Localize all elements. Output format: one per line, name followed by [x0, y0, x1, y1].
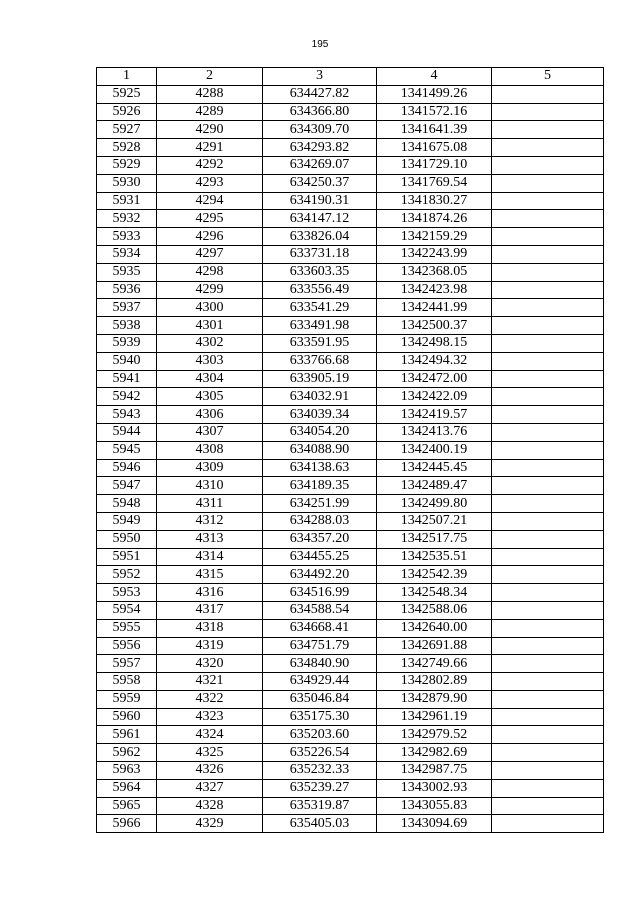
table-row: [97, 708, 604, 726]
table-row: [97, 619, 604, 637]
table-row: [97, 103, 604, 121]
table-cell: 1342423.98: [377, 281, 492, 299]
page-number: 195: [311, 39, 329, 50]
table-cell: 5942: [97, 388, 157, 406]
table-cell: 4295: [157, 210, 263, 228]
table-cell: [492, 334, 604, 352]
table-cell: 5953: [97, 584, 157, 602]
table-cell: 633766.68: [263, 352, 377, 370]
column-header: 2: [157, 68, 263, 86]
table-cell: 1342400.19: [377, 441, 492, 459]
table-row: [97, 779, 604, 797]
table-cell: 4294: [157, 192, 263, 210]
table-row: [97, 352, 604, 370]
table-cell: 5958: [97, 673, 157, 691]
table-cell: 1342422.09: [377, 388, 492, 406]
table-row: [97, 815, 604, 833]
table-cell: 5966: [97, 815, 157, 833]
table-cell: 1341874.26: [377, 210, 492, 228]
table-cell: 5944: [97, 423, 157, 441]
table-row: [97, 530, 604, 548]
table-cell: 5927: [97, 121, 157, 139]
table-cell: 4323: [157, 708, 263, 726]
table-row: [97, 744, 604, 762]
table-cell: 4296: [157, 228, 263, 246]
table-cell: 5943: [97, 406, 157, 424]
table-cell: 4309: [157, 459, 263, 477]
table-cell: 4313: [157, 530, 263, 548]
table-cell: 4291: [157, 139, 263, 157]
table-cell: 1341729.10: [377, 156, 492, 174]
table-cell: [492, 406, 604, 424]
table-cell: 5948: [97, 495, 157, 513]
table-cell: 4297: [157, 245, 263, 263]
table-row: [97, 726, 604, 744]
column-header: 4: [377, 68, 492, 86]
table-cell: 5959: [97, 690, 157, 708]
table-cell: 4302: [157, 334, 263, 352]
table-cell: 634147.12: [263, 210, 377, 228]
table-cell: 5939: [97, 334, 157, 352]
table-cell: 4317: [157, 601, 263, 619]
table-row: [97, 637, 604, 655]
table-row: [97, 317, 604, 335]
table-cell: 1342517.75: [377, 530, 492, 548]
column-header: 5: [492, 68, 604, 86]
table-cell: 4303: [157, 352, 263, 370]
table-cell: 634516.99: [263, 584, 377, 602]
table-row: [97, 121, 604, 139]
table-cell: 4306: [157, 406, 263, 424]
table-cell: 4290: [157, 121, 263, 139]
table-cell: 635232.33: [263, 762, 377, 780]
table-cell: 1342243.99: [377, 245, 492, 263]
table-cell: [492, 245, 604, 263]
table-cell: 4292: [157, 156, 263, 174]
table-cell: 1343094.69: [377, 815, 492, 833]
table-cell: 4310: [157, 477, 263, 495]
table-cell: 5940: [97, 352, 157, 370]
table-row: [97, 210, 604, 228]
table-row: [97, 762, 604, 780]
table-cell: [492, 584, 604, 602]
table-cell: 4318: [157, 619, 263, 637]
table-cell: 634138.63: [263, 459, 377, 477]
table-cell: 1342489.47: [377, 477, 492, 495]
table-cell: 634840.90: [263, 655, 377, 673]
table-cell: 5938: [97, 317, 157, 335]
table-cell: [492, 352, 604, 370]
table-cell: 4307: [157, 423, 263, 441]
table-cell: 4315: [157, 566, 263, 584]
table-cell: 1342749.66: [377, 655, 492, 673]
table-cell: 1342472.00: [377, 370, 492, 388]
table-row: [97, 406, 604, 424]
table-cell: [492, 673, 604, 691]
table-cell: [492, 815, 604, 833]
table-cell: [492, 85, 604, 103]
table-row: [97, 441, 604, 459]
table-cell: 1341499.26: [377, 85, 492, 103]
table-cell: 1342982.69: [377, 744, 492, 762]
table-cell: 5941: [97, 370, 157, 388]
table-cell: 633541.29: [263, 299, 377, 317]
table-cell: 4308: [157, 441, 263, 459]
table-cell: [492, 726, 604, 744]
table-row: [97, 584, 604, 602]
table-cell: 5954: [97, 601, 157, 619]
table-cell: 4299: [157, 281, 263, 299]
table-cell: 635203.60: [263, 726, 377, 744]
table-cell: 1342419.57: [377, 406, 492, 424]
table-row: [97, 388, 604, 406]
table-cell: 633603.35: [263, 263, 377, 281]
table-cell: 1342368.05: [377, 263, 492, 281]
table-body: [97, 85, 604, 832]
table-cell: [492, 174, 604, 192]
table-cell: [492, 281, 604, 299]
table-row: [97, 495, 604, 513]
table-cell: [492, 263, 604, 281]
table-cell: 1342499.80: [377, 495, 492, 513]
table-cell: 5956: [97, 637, 157, 655]
table-cell: 634668.41: [263, 619, 377, 637]
table-row: [97, 459, 604, 477]
table-cell: 634039.34: [263, 406, 377, 424]
table-cell: 4289: [157, 103, 263, 121]
table-cell: [492, 601, 604, 619]
table-cell: 5961: [97, 726, 157, 744]
table-cell: 635175.30: [263, 708, 377, 726]
table-cell: 635239.27: [263, 779, 377, 797]
table-cell: 4319: [157, 637, 263, 655]
table-cell: 634250.37: [263, 174, 377, 192]
table-cell: 634588.54: [263, 601, 377, 619]
table-cell: 4327: [157, 779, 263, 797]
table-cell: 4322: [157, 690, 263, 708]
table-cell: 4288: [157, 85, 263, 103]
table-cell: 4305: [157, 388, 263, 406]
table-cell: 1341830.27: [377, 192, 492, 210]
table-cell: 5932: [97, 210, 157, 228]
table-cell: [492, 762, 604, 780]
table-cell: [492, 512, 604, 530]
table-cell: 634309.70: [263, 121, 377, 139]
table-row: [97, 245, 604, 263]
table-cell: 5931: [97, 192, 157, 210]
table-cell: [492, 566, 604, 584]
table-cell: 1342802.89: [377, 673, 492, 691]
table-cell: 633826.04: [263, 228, 377, 246]
table-row: [97, 334, 604, 352]
table-cell: 634492.20: [263, 566, 377, 584]
table-row: [97, 566, 604, 584]
table-cell: 5957: [97, 655, 157, 673]
table-row: [97, 601, 604, 619]
table-cell: 635226.54: [263, 744, 377, 762]
table-cell: 5937: [97, 299, 157, 317]
coordinates-table: [96, 67, 604, 833]
table-cell: 1342159.29: [377, 228, 492, 246]
table-cell: [492, 744, 604, 762]
table-cell: [492, 797, 604, 815]
table-cell: 1341675.08: [377, 139, 492, 157]
table-row: [97, 228, 604, 246]
table-cell: [492, 495, 604, 513]
table-cell: 1342498.15: [377, 334, 492, 352]
table-cell: [492, 548, 604, 566]
column-header: 3: [263, 68, 377, 86]
table-row: [97, 156, 604, 174]
table-cell: 4325: [157, 744, 263, 762]
table-cell: 4298: [157, 263, 263, 281]
table-cell: [492, 317, 604, 335]
table-cell: 5926: [97, 103, 157, 121]
table-cell: 1342445.45: [377, 459, 492, 477]
table-cell: 5929: [97, 156, 157, 174]
table-cell: 634032.91: [263, 388, 377, 406]
table-cell: 5960: [97, 708, 157, 726]
table-cell: 5935: [97, 263, 157, 281]
table-row: [97, 548, 604, 566]
table-cell: [492, 459, 604, 477]
table-cell: 5964: [97, 779, 157, 797]
table-cell: [492, 192, 604, 210]
table-cell: 634251.99: [263, 495, 377, 513]
table-cell: 5945: [97, 441, 157, 459]
table-cell: 4328: [157, 797, 263, 815]
table-cell: 1342961.19: [377, 708, 492, 726]
table-cell: 5934: [97, 245, 157, 263]
table-cell: 634427.82: [263, 85, 377, 103]
table-cell: [492, 299, 604, 317]
table-row: [97, 263, 604, 281]
table-row: [97, 690, 604, 708]
table-cell: [492, 103, 604, 121]
table-cell: [492, 619, 604, 637]
table-cell: [492, 637, 604, 655]
column-header: 1: [97, 68, 157, 86]
table-cell: 634088.90: [263, 441, 377, 459]
table-cell: 5947: [97, 477, 157, 495]
table-cell: 1342879.90: [377, 690, 492, 708]
table-cell: 4321: [157, 673, 263, 691]
table-cell: 633491.98: [263, 317, 377, 335]
table-cell: 633905.19: [263, 370, 377, 388]
table-cell: 635319.87: [263, 797, 377, 815]
table-cell: 1342494.32: [377, 352, 492, 370]
table-cell: 634455.25: [263, 548, 377, 566]
table-cell: 5950: [97, 530, 157, 548]
table-header-row: [97, 68, 604, 86]
table-cell: 5965: [97, 797, 157, 815]
table-cell: 1342441.99: [377, 299, 492, 317]
table-cell: [492, 655, 604, 673]
table-cell: 5955: [97, 619, 157, 637]
table-cell: 1343002.93: [377, 779, 492, 797]
table-cell: 1341641.39: [377, 121, 492, 139]
table-cell: 1342535.51: [377, 548, 492, 566]
table-cell: 4311: [157, 495, 263, 513]
table-cell: [492, 477, 604, 495]
table-cell: 1341572.16: [377, 103, 492, 121]
table-cell: 4326: [157, 762, 263, 780]
table-cell: 634366.80: [263, 103, 377, 121]
table-cell: 634288.03: [263, 512, 377, 530]
table-cell: 4301: [157, 317, 263, 335]
table-cell: 635046.84: [263, 690, 377, 708]
table-row: [97, 797, 604, 815]
table-cell: 1342542.39: [377, 566, 492, 584]
table-cell: 1343055.83: [377, 797, 492, 815]
table-cell: [492, 423, 604, 441]
table-cell: [492, 370, 604, 388]
table-cell: 635405.03: [263, 815, 377, 833]
table-cell: 5951: [97, 548, 157, 566]
table-row: [97, 370, 604, 388]
table-cell: 4312: [157, 512, 263, 530]
table-cell: 1342507.21: [377, 512, 492, 530]
table-row: [97, 139, 604, 157]
table-cell: [492, 779, 604, 797]
table-cell: [492, 530, 604, 548]
table-cell: [492, 139, 604, 157]
table-cell: 1341769.54: [377, 174, 492, 192]
table-cell: 634190.31: [263, 192, 377, 210]
table-cell: 5949: [97, 512, 157, 530]
table-cell: 5963: [97, 762, 157, 780]
table-cell: 633591.95: [263, 334, 377, 352]
table-cell: 634293.82: [263, 139, 377, 157]
table-cell: [492, 156, 604, 174]
table-cell: 4329: [157, 815, 263, 833]
table-cell: [492, 210, 604, 228]
table-cell: 1342987.75: [377, 762, 492, 780]
table-cell: 4314: [157, 548, 263, 566]
table-cell: [492, 388, 604, 406]
table-cell: 634269.07: [263, 156, 377, 174]
table-row: [97, 299, 604, 317]
table-row: [97, 655, 604, 673]
table-cell: 634189.35: [263, 477, 377, 495]
table-cell: 634357.20: [263, 530, 377, 548]
table-cell: 633556.49: [263, 281, 377, 299]
table-row: [97, 174, 604, 192]
table-cell: [492, 708, 604, 726]
table-cell: 4320: [157, 655, 263, 673]
table-cell: 1342979.52: [377, 726, 492, 744]
table-cell: 4300: [157, 299, 263, 317]
table-cell: [492, 441, 604, 459]
table-cell: 5928: [97, 139, 157, 157]
table-cell: 4304: [157, 370, 263, 388]
table-cell: [492, 228, 604, 246]
table-row: [97, 85, 604, 103]
table-cell: 634054.20: [263, 423, 377, 441]
table-cell: 5933: [97, 228, 157, 246]
table-row: [97, 423, 604, 441]
table-cell: 1342500.37: [377, 317, 492, 335]
table-cell: 5925: [97, 85, 157, 103]
table-cell: [492, 121, 604, 139]
table-cell: 4293: [157, 174, 263, 192]
table-cell: 1342588.06: [377, 601, 492, 619]
table-row: [97, 192, 604, 210]
table-cell: 5946: [97, 459, 157, 477]
table-cell: 1342548.34: [377, 584, 492, 602]
table-cell: 633731.18: [263, 245, 377, 263]
table-cell: 634929.44: [263, 673, 377, 691]
table-cell: 1342691.88: [377, 637, 492, 655]
table-cell: 5952: [97, 566, 157, 584]
table-row: [97, 477, 604, 495]
table-cell: 1342640.00: [377, 619, 492, 637]
table-cell: 5962: [97, 744, 157, 762]
table-row: [97, 673, 604, 691]
table-cell: [492, 690, 604, 708]
table-cell: 634751.79: [263, 637, 377, 655]
table-row: [97, 512, 604, 530]
table-cell: 5930: [97, 174, 157, 192]
table-row: [97, 281, 604, 299]
table-cell: 4324: [157, 726, 263, 744]
table-cell: 5936: [97, 281, 157, 299]
table-cell: 4316: [157, 584, 263, 602]
table-cell: 1342413.76: [377, 423, 492, 441]
